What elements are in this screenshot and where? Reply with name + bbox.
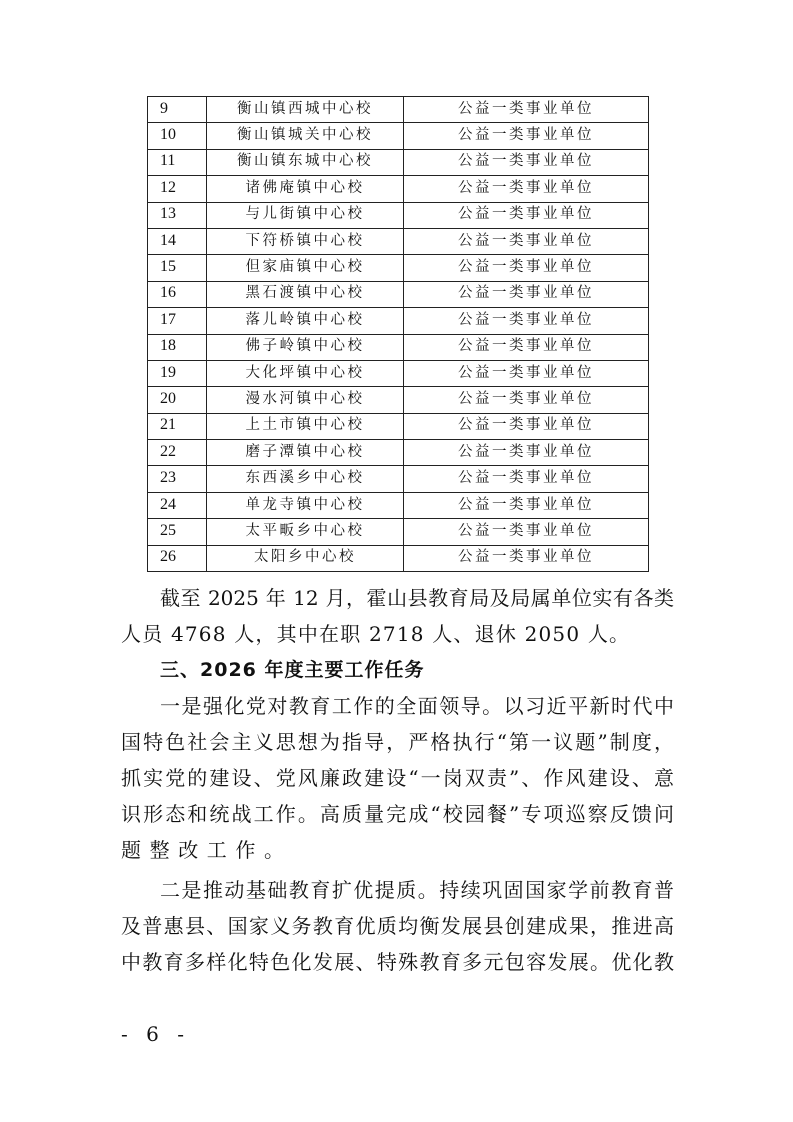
cell-name: 与儿街镇中心校 xyxy=(207,202,404,228)
cell-type: 公益一类事业单位 xyxy=(404,228,649,254)
table-row xyxy=(148,281,649,307)
cell-no: 21 xyxy=(148,413,207,439)
table-row xyxy=(148,97,649,123)
cell-no: 16 xyxy=(148,281,207,307)
cell-type: 公益一类事业单位 xyxy=(404,308,649,334)
cell-name: 磨子潭镇中心校 xyxy=(207,440,404,466)
cell-no: 24 xyxy=(148,492,207,518)
cell-name: 黑石渡镇中心校 xyxy=(207,281,404,307)
paragraph-line: 国特色社会主义思想为指导，严格执行“第一议题”制度， xyxy=(121,730,674,755)
table-row xyxy=(148,519,649,545)
cell-name: 衡山镇东城中心校 xyxy=(207,149,404,175)
cell-name: 太平畈乡中心校 xyxy=(207,519,404,545)
cell-name: 但家庙镇中心校 xyxy=(207,255,404,281)
cell-type: 公益一类事业单位 xyxy=(404,123,649,149)
table-row xyxy=(148,176,649,202)
paragraph-line: 中教育多样化特色化发展、特殊教育多元包容发展。优化教 xyxy=(121,950,674,975)
cell-name: 佛子岭镇中心校 xyxy=(207,334,404,360)
page-number: - 6 - xyxy=(121,1022,190,1047)
cell-type: 公益一类事业单位 xyxy=(404,202,649,228)
paragraph-line: 抓实党的建设、党风廉政建设“一岗双责”、作风建设、意 xyxy=(121,766,674,791)
cell-no: 14 xyxy=(148,228,207,254)
cell-name: 单龙寺镇中心校 xyxy=(207,492,404,518)
paragraph-line: 题整改工作。 xyxy=(121,838,293,863)
table-row xyxy=(148,440,649,466)
paragraph-line: 及普惠县、国家义务教育优质均衡发展县创建成果，推进高 xyxy=(121,914,674,939)
table-row xyxy=(148,387,649,413)
cell-no: 22 xyxy=(148,440,207,466)
cell-name: 东西溪乡中心校 xyxy=(207,466,404,492)
paragraph-line: 一是强化党对教育工作的全面领导。以习近平新时代中 xyxy=(160,694,674,719)
cell-no: 13 xyxy=(148,202,207,228)
cell-type: 公益一类事业单位 xyxy=(404,519,649,545)
table-row xyxy=(148,149,649,175)
cell-no: 15 xyxy=(148,255,207,281)
cell-type: 公益一类事业单位 xyxy=(404,466,649,492)
cell-no: 26 xyxy=(148,545,207,571)
cell-name: 落儿岭镇中心校 xyxy=(207,308,404,334)
cell-no: 11 xyxy=(148,149,207,175)
school-table xyxy=(147,96,649,572)
cell-no: 18 xyxy=(148,334,207,360)
cell-type: 公益一类事业单位 xyxy=(404,413,649,439)
table-row xyxy=(148,334,649,360)
body-text xyxy=(121,580,674,980)
table-row xyxy=(148,308,649,334)
cell-no: 10 xyxy=(148,123,207,149)
table-row xyxy=(148,492,649,518)
table-row xyxy=(148,228,649,254)
cell-no: 12 xyxy=(148,176,207,202)
table-row xyxy=(148,123,649,149)
cell-type: 公益一类事业单位 xyxy=(404,255,649,281)
cell-name: 衡山镇西城中心校 xyxy=(207,97,404,123)
cell-name: 漫水河镇中心校 xyxy=(207,387,404,413)
cell-type: 公益一类事业单位 xyxy=(404,492,649,518)
cell-type: 公益一类事业单位 xyxy=(404,387,649,413)
table-row xyxy=(148,202,649,228)
cell-type: 公益一类事业单位 xyxy=(404,149,649,175)
cell-type: 公益一类事业单位 xyxy=(404,360,649,386)
cell-name: 太阳乡中心校 xyxy=(207,545,404,571)
cell-no: 17 xyxy=(148,308,207,334)
table-row xyxy=(148,466,649,492)
cell-name: 大化坪镇中心校 xyxy=(207,360,404,386)
table-row xyxy=(148,545,649,571)
cell-name: 下符桥镇中心校 xyxy=(207,228,404,254)
cell-no: 20 xyxy=(148,387,207,413)
cell-type: 公益一类事业单位 xyxy=(404,440,649,466)
paragraph-line: 识形态和统战工作。高质量完成“校园餐”专项巡察反馈问 xyxy=(121,802,674,827)
section-heading: 三、2026 年度主要工作任务 xyxy=(160,659,425,682)
paragraph-line: 人员 4768 人，其中在职 2718 人、退休 2050 人。 xyxy=(121,622,631,647)
cell-type: 公益一类事业单位 xyxy=(404,545,649,571)
cell-name: 衡山镇城关中心校 xyxy=(207,123,404,149)
cell-name: 上土市镇中心校 xyxy=(207,413,404,439)
table-row xyxy=(148,360,649,386)
cell-type: 公益一类事业单位 xyxy=(404,281,649,307)
paragraph-line: 截至 2025 年 12 月，霍山县教育局及局属单位实有各类 xyxy=(160,586,674,611)
cell-type: 公益一类事业单位 xyxy=(404,334,649,360)
cell-no: 25 xyxy=(148,519,207,545)
paragraph-line: 二是推动基础教育扩优提质。持续巩固国家学前教育普 xyxy=(160,878,674,903)
table-row xyxy=(148,413,649,439)
cell-no: 23 xyxy=(148,466,207,492)
cell-type: 公益一类事业单位 xyxy=(404,97,649,123)
cell-no: 9 xyxy=(148,97,207,123)
cell-type: 公益一类事业单位 xyxy=(404,176,649,202)
table-row xyxy=(148,255,649,281)
cell-no: 19 xyxy=(148,360,207,386)
cell-name: 诸佛庵镇中心校 xyxy=(207,176,404,202)
